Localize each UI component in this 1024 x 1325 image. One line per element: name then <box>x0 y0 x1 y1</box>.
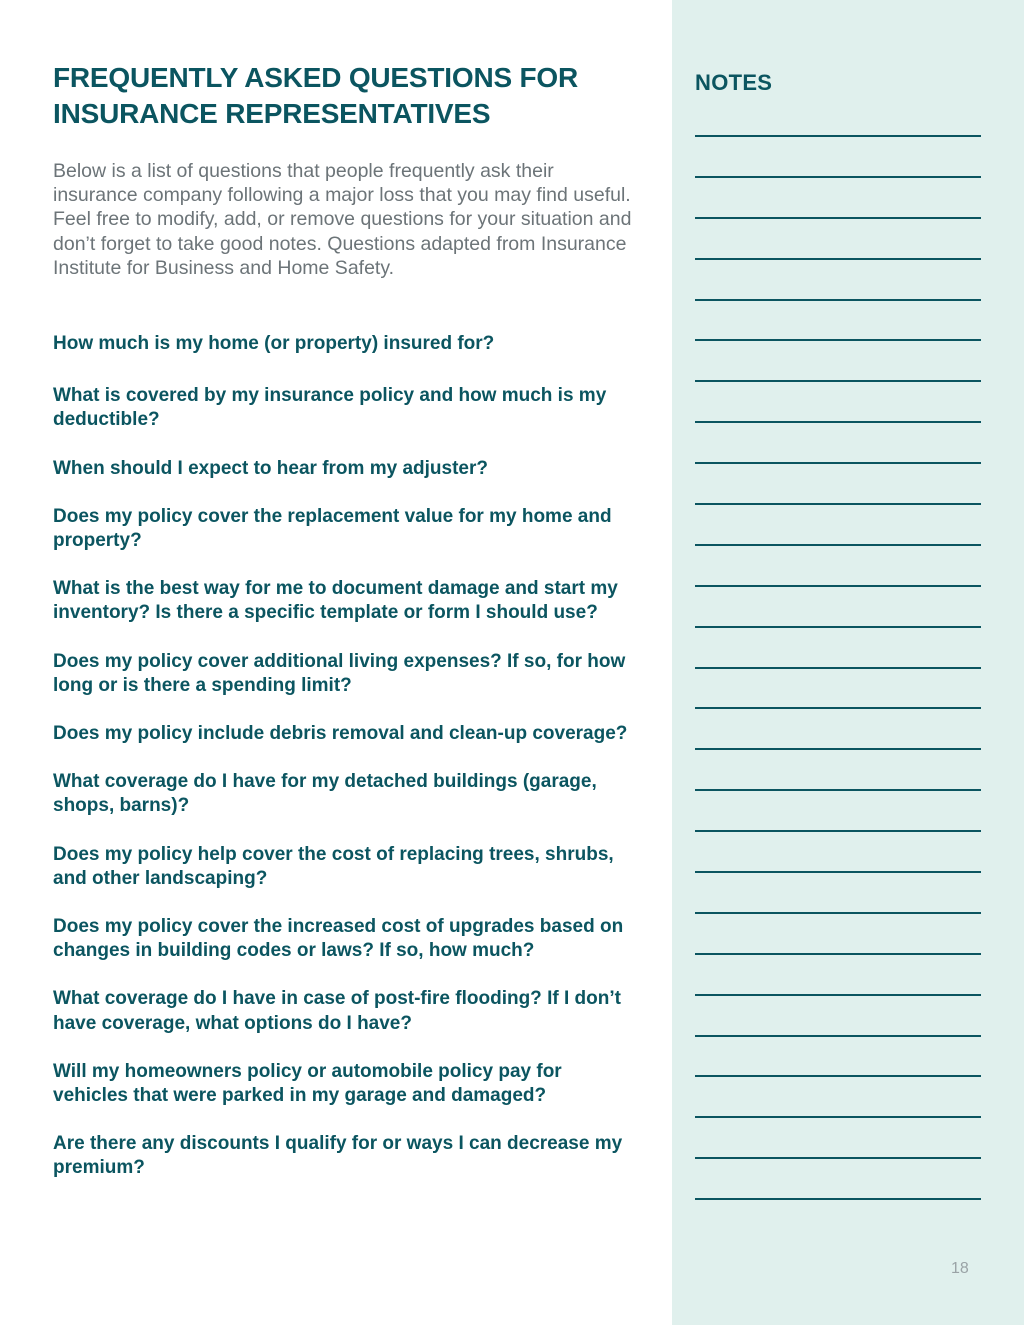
note-line <box>695 953 981 994</box>
note-line <box>695 421 981 462</box>
question-item: What coverage do I have for my detached buildings (garage, shops, barns)? <box>53 771 597 817</box>
note-lines <box>695 135 981 1239</box>
note-line <box>695 585 981 626</box>
note-line <box>695 1157 981 1198</box>
note-line <box>695 544 981 585</box>
question-item: What coverage do I have in case of post-fire flooding? If I don’t have coverage, what options do I have? <box>53 988 621 1034</box>
note-line <box>695 1198 981 1239</box>
note-line <box>695 789 981 830</box>
note-line <box>695 830 981 871</box>
note-line <box>695 176 981 217</box>
note-line <box>695 912 981 953</box>
note-line <box>695 217 981 258</box>
note-line <box>695 707 981 748</box>
note-line <box>695 299 981 340</box>
note-line <box>695 1075 981 1116</box>
note-line <box>695 503 981 544</box>
question-item: Will my homeowners policy or automobile policy pay for vehicles that were parked in my garage and damaged? <box>53 1060 562 1107</box>
question-item: How much is my home (or property) insured for? <box>53 333 495 355</box>
question-item: Are there any discounts I qualify for or ways I can decrease my premium? <box>53 1133 623 1179</box>
main-content <box>53 60 653 1205</box>
question-item: Does my policy include debris removal and clean-up coverage? <box>53 723 628 745</box>
notes-title: NOTES <box>695 70 773 95</box>
question-item: When should I expect to hear from my adjuster? <box>53 457 488 479</box>
question-list <box>53 332 653 1181</box>
note-line <box>695 258 981 299</box>
note-line <box>695 626 981 667</box>
notes-sidebar <box>672 0 1024 1325</box>
question-item: What is covered by my insurance policy and how much is my deductible? <box>53 385 607 431</box>
question-item: Does my policy cover additional living expenses? If so, for how long or is there a spending limit? <box>53 650 626 696</box>
intro-paragraph: Below is a list of questions that people frequently ask their insurance company following a major loss that you may find useful. Feel free to modify, add, or remove questions for your situation and don’t forget to take good notes. Questions adapted from Insurance Institute for Business and Home Safety. <box>53 160 632 279</box>
note-line <box>695 667 981 708</box>
note-line <box>695 135 981 176</box>
page-title <box>53 60 653 132</box>
note-line <box>695 462 981 503</box>
question-item: What is the best way for me to document damage and start my inventory? Is there a specific template or form I should use? <box>53 578 618 624</box>
note-line <box>695 994 981 1035</box>
page-title-line-1: FREQUENTLY ASKED QUESTIONS FOR <box>53 62 579 93</box>
note-line <box>695 748 981 789</box>
question-item: Does my policy cover the replacement value for my home and property? <box>53 505 612 552</box>
page-number: 18 <box>951 1260 969 1277</box>
question-item: Does my policy cover the increased cost of upgrades based on changes in building codes or laws? If so, how much? <box>53 916 624 962</box>
note-line <box>695 871 981 912</box>
note-line <box>695 339 981 380</box>
question-item: Does my policy help cover the cost of replacing trees, shrubs, and other landscaping? <box>53 843 614 889</box>
note-line <box>695 1116 981 1157</box>
note-line <box>695 1035 981 1076</box>
note-line <box>695 380 981 421</box>
page-title-line-2: INSURANCE REPRESENTATIVES <box>53 98 491 129</box>
